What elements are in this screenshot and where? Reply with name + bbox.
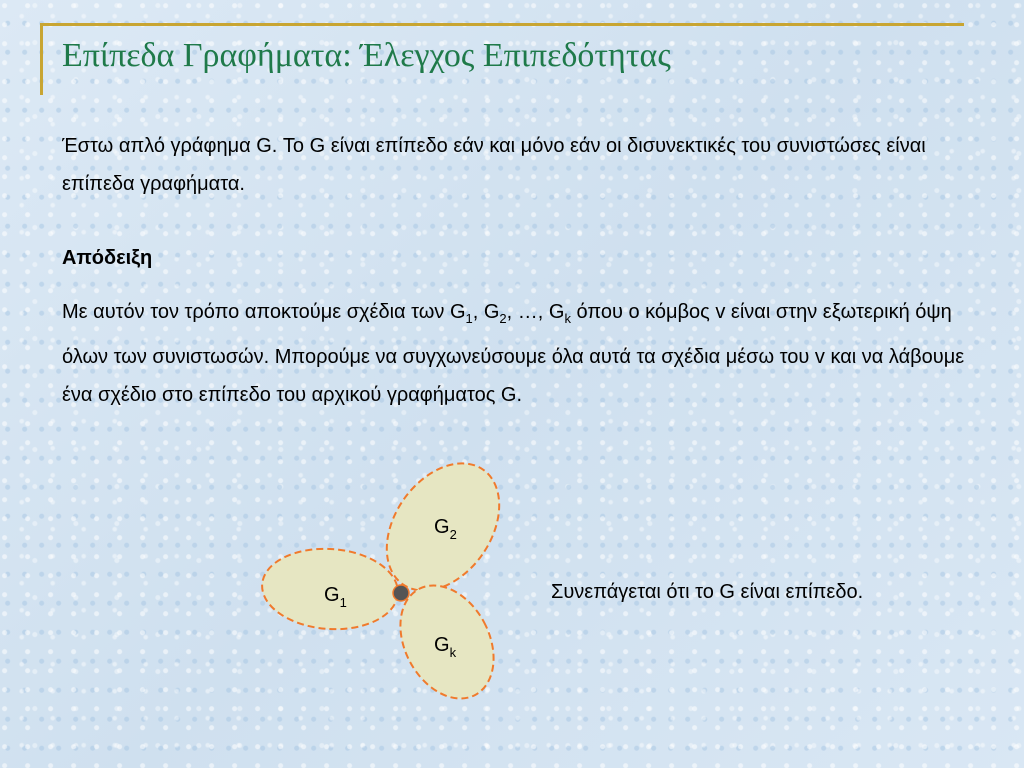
proof-text-1: Με αυτόν τον τρόπο αποκτούμε σχέδια των G [62,301,466,323]
proof-paragraph [62,293,982,414]
conclusion-text: Συνεπάγεται ότι το G είναι επίπεδο. [551,581,864,603]
cut-vertex-v [393,585,409,601]
proof-sub-1: 1 [465,311,473,326]
proof-text-3: , …, G [506,301,565,323]
slide-title: Επίπεδα Γραφήματα: Έλεγχος Επιπεδότητας [62,37,671,74]
proof-text-4: όπου ο κόμβος v είναι στην εξωτερική όψη όλων των συνιστωσών. Μπορούμε να συγχωνεύσουμε όλα αυτά τα σχέδια μέσω του v και να λάβουμε ένα σχέδιο στο επίπεδο του αρχικού γραφήματος G. [62,301,965,406]
title-top-rule [40,23,964,26]
proof-heading: Απόδειξη [62,247,153,269]
theorem-paragraph: Έστω απλό γράφημα G. Το G είναι επίπεδο εάν και μόνο εάν οι δισυνεκτικές του συνιστώσες είναι επίπεδα γραφήματα. [62,135,926,195]
proof-sub-k: k [564,311,571,326]
label-g2: $G_2$ [434,516,457,542]
proof-sub-2: 2 [499,311,507,326]
title-left-rule [40,23,43,95]
label-g1: $G_1$ [324,584,347,610]
merge-diagram [255,462,515,702]
label-gk: $G_k$ [434,634,457,660]
proof-text-2: , G [472,301,500,323]
